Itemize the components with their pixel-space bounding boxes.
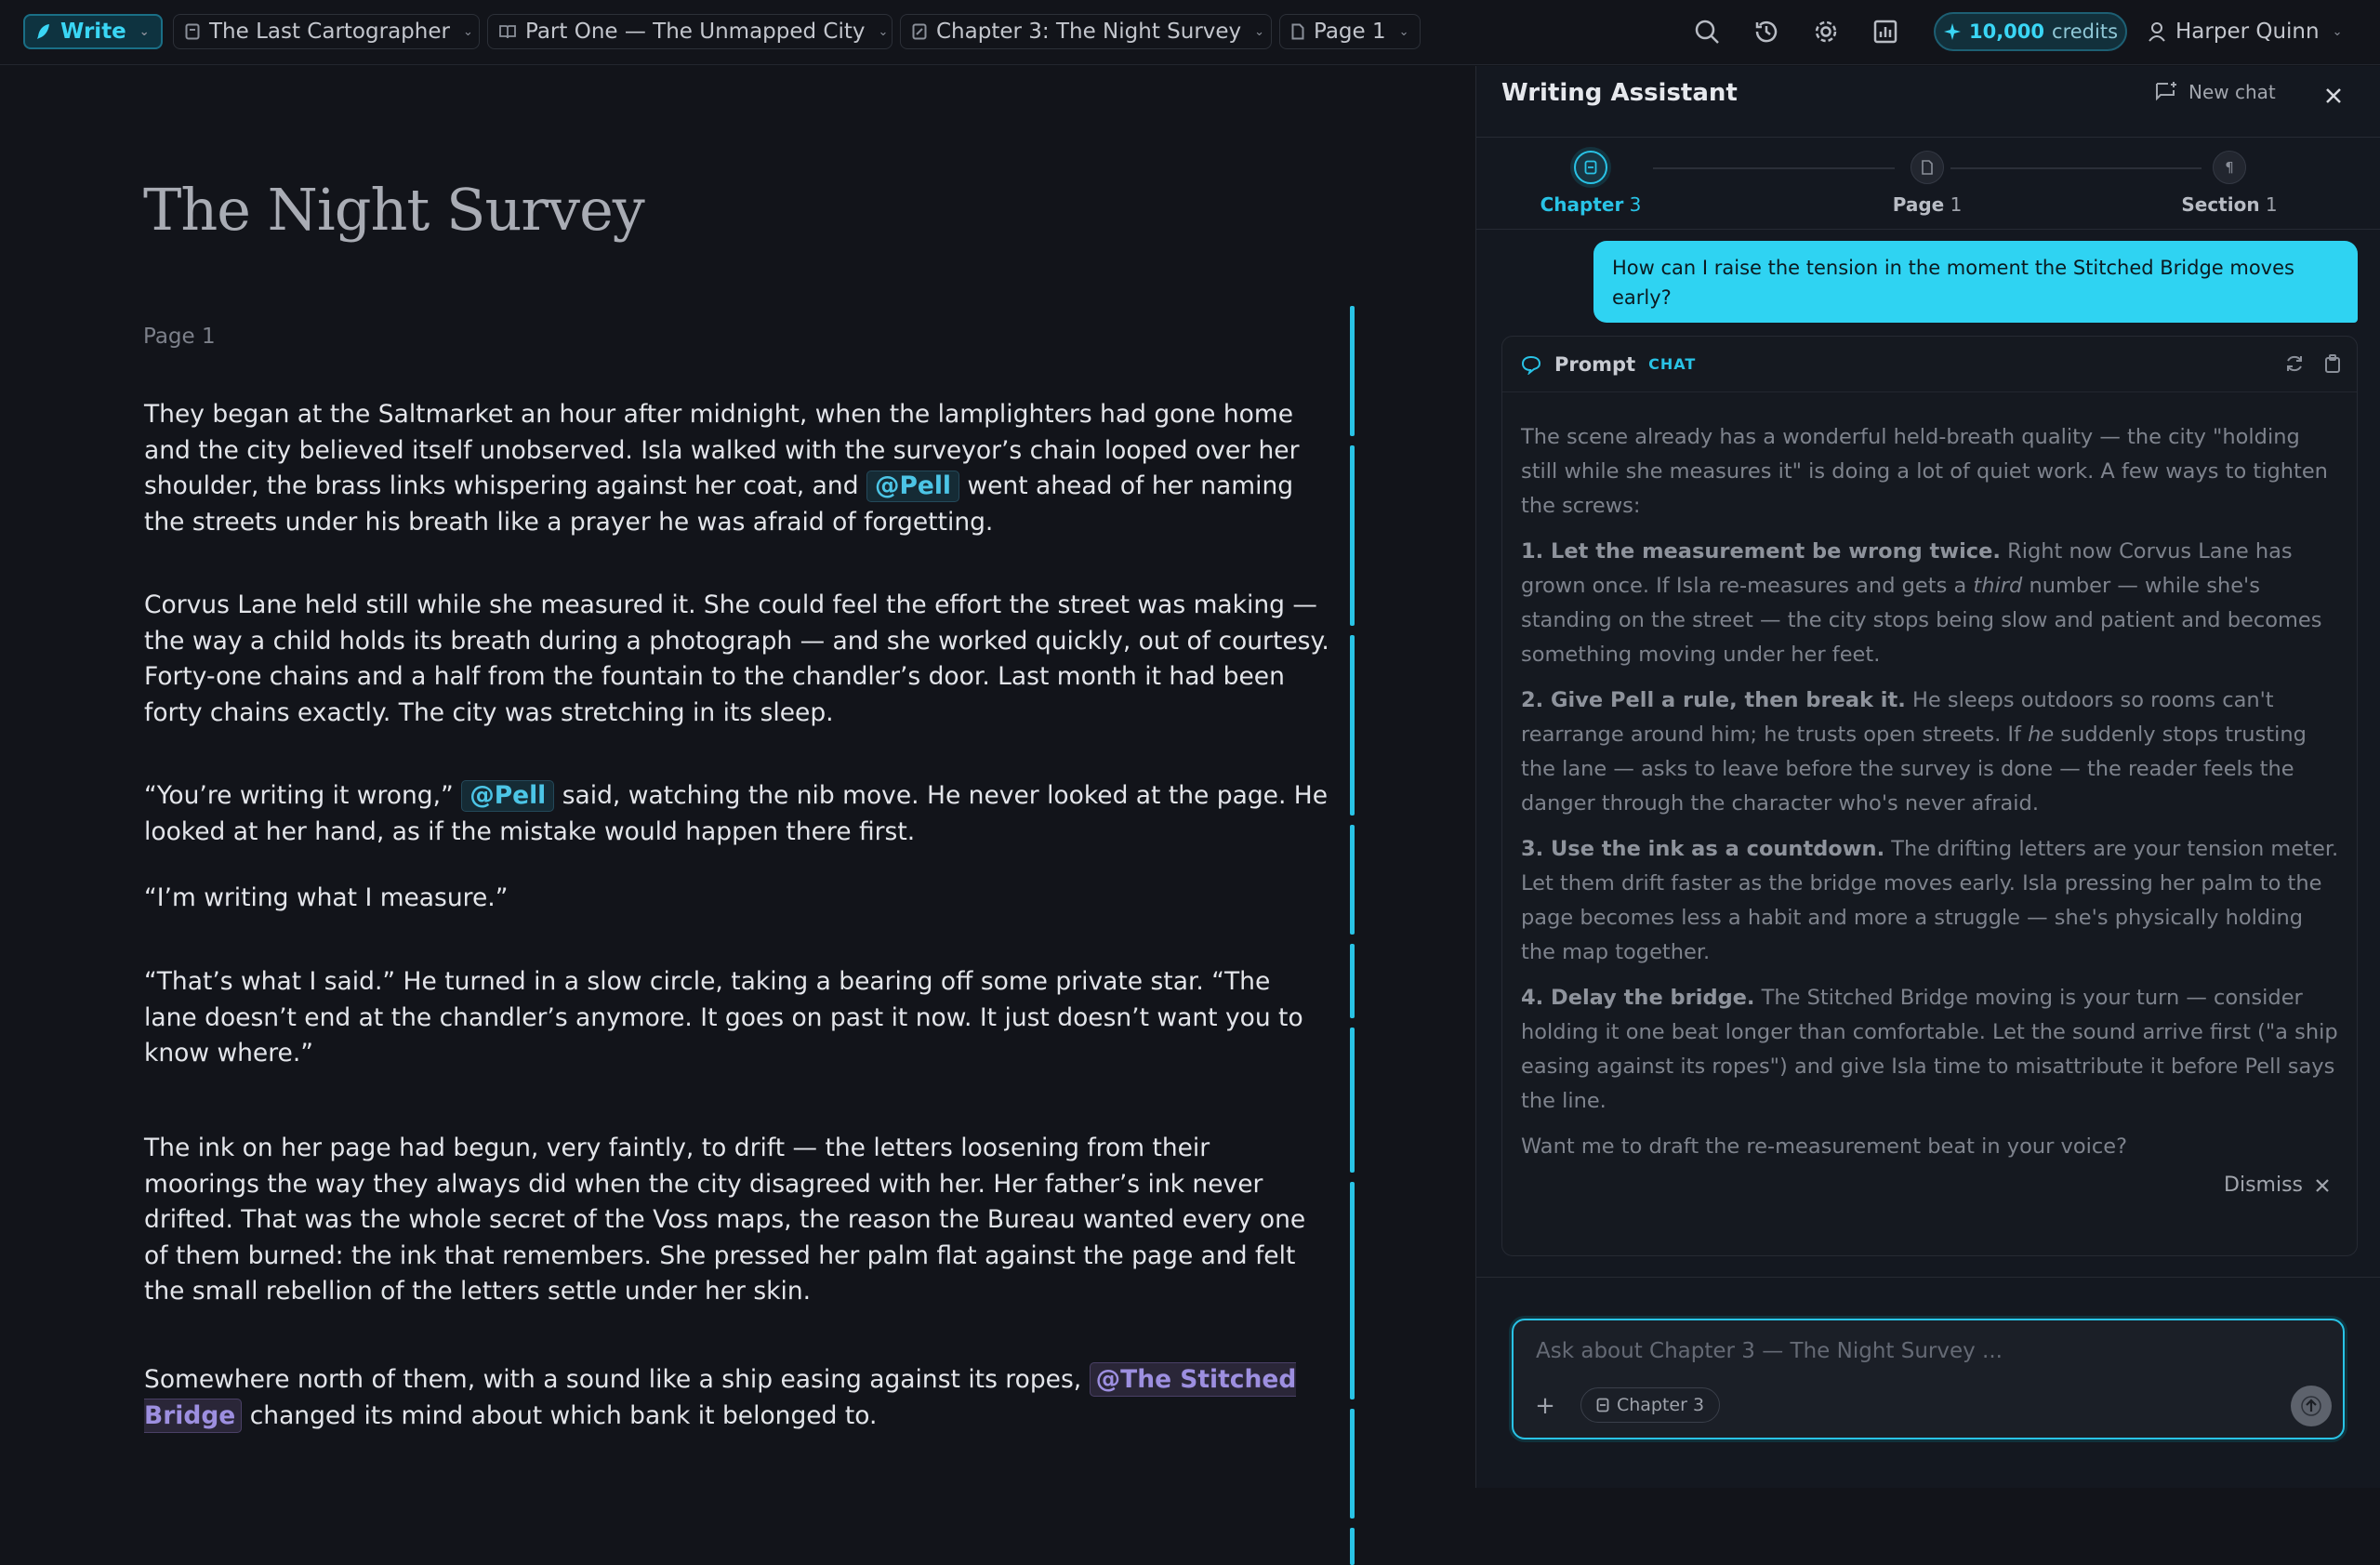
book-icon — [185, 23, 200, 40]
paragraph-7[interactable] — [144, 1362, 1329, 1434]
chevron-down-icon: ⌄ — [462, 24, 473, 39]
mention-stitched-bridge[interactable]: @The Stitched Bridge — [144, 1362, 1296, 1433]
tip-text: He sleeps outdoors so rooms can't rearrange around him; he trusts open streets. If — [1521, 688, 2274, 747]
chevron-down-icon: ⌄ — [878, 24, 889, 39]
step-label: Section — [2181, 193, 2260, 216]
open-book-icon — [499, 24, 516, 39]
context-chip[interactable] — [1580, 1387, 1720, 1423]
tip-text: number — while she's standing on the street — the city stops being slow and patient and becomes something moving under her feet. — [1521, 574, 2322, 667]
step-number: 1 — [1950, 193, 1963, 216]
paragraph-marker[interactable] — [1350, 1182, 1355, 1399]
paragraph-5[interactable]: “That’s what I said.” He turned in a slow circle, taking a bearing off some private star. “The lane doesn’t end at the chandler’s anymore. It goes on past it now. It just doesn’t want you to know where.” — [144, 967, 1303, 1068]
chapter-step-icon — [1574, 151, 1607, 184]
paragraph-text: “You’re writing it wrong,” — [144, 781, 454, 810]
gear-icon — [1813, 19, 1839, 45]
search-icon — [1694, 19, 1720, 45]
close-icon — [2316, 1179, 2329, 1192]
response-tip — [1521, 683, 2339, 821]
paragraph-4[interactable]: “I’m writing what I measure.” — [144, 883, 509, 912]
user-icon — [2148, 21, 2166, 42]
step-label: Page — [1892, 193, 1945, 216]
new-chat-label: New chat — [2188, 81, 2276, 103]
part-title: Part One — The Unmapped City — [525, 20, 866, 44]
step-chapter[interactable] — [1516, 151, 1665, 216]
copy-icon[interactable] — [2323, 353, 2342, 374]
paragraph-6[interactable]: The ink on her page had begun, very faintly, to drift — the letters loosening from their moorings the way they always did when the city disagreed with her. Her father’s ink never drifted. That was the whole secret of the Voss maps, the reason the Bureau wanted every one of them burned: the ink that remembers. She pressed her palm flat against the page and felt the small rebellion of the letters settle under her skin. — [144, 1134, 1306, 1306]
credits-value: 10,000 — [1968, 20, 2045, 43]
chat-bubble-icon — [1521, 354, 1541, 375]
paragraph-text: They began at the Saltmarket an hour after midnight, when the lamplighters had gone home and the city believed itself unobserved. Isla walked with the surveyor’s chain looped over her shoulder, the brass links whispering against her coat, and — [144, 400, 1300, 500]
sparkle-icon — [1943, 22, 1962, 41]
editor-pane — [0, 66, 1474, 1488]
plus-icon: + — [1535, 1392, 1555, 1420]
paragraph-text: Somewhere north of them, with a sound like a ship easing against its ropes, — [144, 1365, 1082, 1394]
feather-icon — [36, 23, 51, 40]
new-chat-icon — [2155, 81, 2179, 103]
step-label: Chapter — [1540, 193, 1624, 216]
chart-icon — [1872, 19, 1898, 45]
search-button[interactable] — [1690, 15, 1724, 48]
context-stepper — [1476, 137, 2380, 230]
book-title: The Last Cartographer — [209, 20, 450, 44]
step-page[interactable] — [1853, 151, 2002, 216]
write-mode-button[interactable] — [23, 14, 163, 49]
response-tip — [1521, 535, 2339, 672]
mention-pell[interactable]: @Pell — [866, 471, 959, 502]
dismiss-label: Dismiss — [2224, 1174, 2303, 1197]
page-icon — [1291, 23, 1304, 40]
send-button[interactable] — [2291, 1386, 2332, 1426]
history-button[interactable] — [1750, 15, 1783, 48]
attach-button[interactable] — [1530, 1391, 1560, 1421]
assistant-response-card — [1501, 336, 2358, 1256]
write-label: Write — [60, 20, 126, 44]
tip-emphasis: third — [1973, 574, 2023, 598]
close-icon — [2325, 87, 2342, 104]
paragraph-marker[interactable] — [1350, 445, 1355, 626]
credits-label: credits — [2052, 20, 2119, 43]
chevron-down-icon: ⌄ — [1254, 24, 1265, 39]
divider — [1476, 1277, 2380, 1278]
response-header — [1502, 337, 2357, 392]
page-step-icon — [1911, 151, 1944, 184]
composer-input[interactable]: Ask about Chapter 3 — The Night Survey ... — [1536, 1339, 2003, 1363]
response-tip — [1521, 832, 2339, 970]
chevron-down-icon: ⌄ — [1398, 24, 1409, 39]
settings-button[interactable] — [1809, 15, 1843, 48]
response-title: Prompt — [1554, 352, 1636, 376]
paragraph-marker[interactable] — [1350, 1028, 1355, 1173]
stats-button[interactable] — [1869, 15, 1902, 48]
user-message: How can I raise the tension in the moment the Stitched Bridge moves early? — [1593, 241, 2358, 323]
chevron-down-icon: ⌄ — [139, 24, 150, 39]
chat-composer[interactable] — [1512, 1319, 2345, 1439]
document-title[interactable]: The Night Survey — [143, 176, 644, 244]
book-breadcrumb[interactable] — [173, 14, 480, 49]
page-title: Page 1 — [1314, 20, 1386, 44]
paragraph-marker[interactable] — [1350, 1409, 1355, 1519]
tip-text: The drifting letters are your tension meter. Let them drift faster as the bridge moves early. Isla pressing her palm to the page becomes less a habit and more a struggle — she's physically holding the map together. — [1521, 837, 2339, 964]
paragraph-1[interactable] — [144, 397, 1329, 540]
tip-heading: 4. Delay the bridge. — [1521, 986, 1755, 1010]
paragraph-marker[interactable] — [1350, 825, 1355, 935]
response-body — [1521, 420, 2339, 1175]
paragraph-text: went ahead of her naming the streets under his breath like a prayer he was afraid of forgetting. — [144, 471, 1294, 537]
paragraph-3[interactable] — [144, 778, 1329, 850]
history-icon — [1753, 19, 1779, 45]
user-menu[interactable] — [2148, 14, 2343, 49]
step-section[interactable] — [2155, 151, 2304, 216]
chapter-title: Chapter 3: The Night Survey — [936, 20, 1242, 44]
paragraph-text: changed its mind about which bank it belonged to. — [249, 1400, 878, 1430]
chapter-breadcrumb[interactable] — [900, 14, 1272, 49]
paragraph-marker[interactable] — [1350, 944, 1355, 1018]
response-intro: The scene already has a wonderful held-breath quality — the city "holding still while she measures it" is doing a lot of quiet work. A few ways to tighten the screws: — [1521, 425, 2328, 518]
response-closing: Want me to draft the re-measurement beat in your voice? — [1521, 1134, 2128, 1159]
paragraph-marker[interactable] — [1350, 635, 1355, 816]
paragraph-step-icon: ¶ — [2213, 151, 2246, 184]
edit-document-icon — [912, 23, 927, 40]
step-number: 3 — [1629, 193, 1642, 216]
tip-text: The Stitched Bridge moving is your turn — consider holding it one beat longer than comfortable. Let the sound arrive first ("a ship easing against its ropes") and give Isla time to misattribute it before Pell says the line. — [1521, 986, 2338, 1113]
tip-text: suddenly stops trusting the lane — asks to leave before the survey is done — the reader feels the danger through the character who's never afraid. — [1521, 723, 2307, 816]
panel-title: Writing Assistant — [1501, 79, 1738, 107]
page-label: Page 1 — [143, 325, 216, 349]
tip-heading: 3. Use the ink as a countdown. — [1521, 837, 1885, 861]
close-panel-button[interactable] — [2320, 82, 2347, 110]
new-chat-button[interactable] — [2155, 81, 2276, 103]
top-bar — [0, 0, 2380, 65]
context-chip-label: Chapter 3 — [1616, 1395, 1705, 1415]
page-breadcrumb[interactable] — [1279, 14, 1421, 49]
chapter-icon — [1596, 1398, 1609, 1412]
paragraph-2[interactable]: Corvus Lane held still while she measured it. She could feel the effort the street was making — the way a child holds its breath during a photograph — and she worked quickly, out of courtesy. Forty-one chains and a half from the fountain to the chandler’s door. Last month it had been forty chains exactly. The city was stretching in its sleep. — [144, 590, 1329, 727]
tip-heading: 2. Give Pell a rule, then break it. — [1521, 688, 1906, 712]
part-breadcrumb[interactable] — [487, 14, 892, 49]
tip-emphasis: he — [2028, 723, 2055, 747]
refresh-icon[interactable] — [2284, 353, 2305, 374]
writing-assistant-panel — [1475, 66, 2380, 1488]
tip-heading: 1. Let the measurement be wrong twice. — [1521, 539, 2001, 564]
credits-badge[interactable] — [1934, 12, 2127, 51]
response-tag: CHAT — [1648, 355, 1697, 373]
arrow-up-icon — [2301, 1396, 2321, 1416]
paragraph-marker[interactable] — [1350, 306, 1355, 436]
step-number: 1 — [2265, 193, 2278, 216]
tip-text: Right now Corvus Lane has grown once. If Isla re-measures and gets a — [1521, 539, 2293, 598]
paragraph-text: said, watching the nib move. He never looked at the page. He looked at her hand, as if the mistake would happen there first. — [144, 781, 1329, 846]
chevron-down-icon: ⌄ — [2332, 24, 2343, 39]
response-tip — [1521, 981, 2339, 1119]
user-name: Harper Quinn — [2175, 20, 2320, 44]
paragraph-marker[interactable] — [1350, 1528, 1355, 1565]
dismiss-button[interactable] — [2224, 1174, 2329, 1197]
mention-pell[interactable]: @Pell — [461, 780, 554, 812]
